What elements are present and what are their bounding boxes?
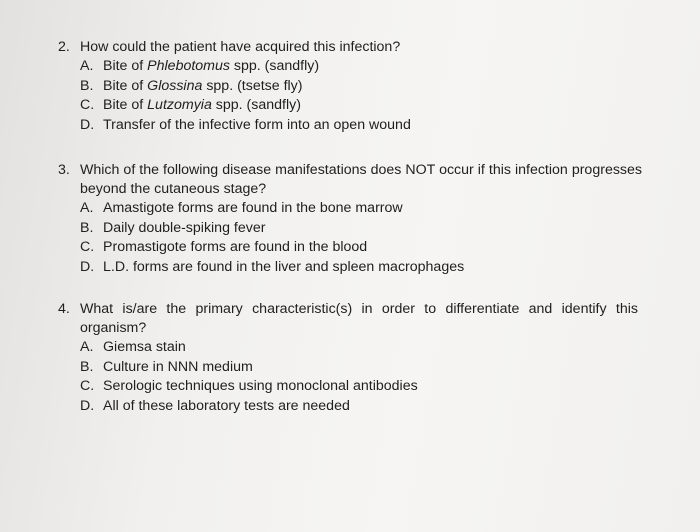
option-a[interactable]: [80, 338, 638, 358]
question-stem: [58, 161, 642, 199]
option-a[interactable]: [80, 199, 642, 219]
option-d[interactable]: [80, 397, 638, 417]
question-4: [58, 300, 638, 416]
option-letter: C.: [80, 97, 95, 113]
option-text: Serologic techniques using monoclonal antibodies: [103, 378, 418, 394]
option-b[interactable]: [80, 219, 642, 239]
question-3: [58, 161, 642, 277]
option-b[interactable]: [80, 358, 638, 378]
option-text: Bite of Lutzomyia spp. (sandfly): [103, 97, 301, 113]
option-text: Amastigote forms are found in the bone marrow: [103, 200, 403, 216]
option-text: Bite of Phlebotomus spp. (sandfly): [103, 58, 320, 74]
question-number: 3.: [58, 162, 70, 178]
option-text: Bite of Glossina spp. (tsetse fly): [103, 77, 303, 94]
question-stem: [58, 300, 638, 338]
option-text: All of these laboratory tests are needed: [103, 397, 350, 414]
option-letter: C.: [80, 239, 95, 255]
option-text: Promastigote forms are found in the blood: [103, 239, 368, 255]
option-letter: A.: [80, 58, 94, 74]
option-text: Culture in NNN medium: [103, 358, 253, 375]
option-a[interactable]: [80, 57, 658, 77]
option-letter: D.: [80, 258, 95, 275]
question-number: 2.: [58, 39, 70, 55]
option-text: Transfer of the infective form into an open wound: [103, 116, 411, 133]
option-b[interactable]: [80, 77, 658, 97]
question-number: 4.: [58, 301, 70, 317]
question-text: How could the patient have acquired this infection?: [80, 39, 401, 55]
option-d[interactable]: [80, 258, 642, 278]
option-list: [80, 338, 638, 416]
question-text: Which of the following disease manifestations does NOT occur if this infection progresses beyond the cutaneous stage?: [80, 162, 642, 197]
option-letter: D.: [80, 116, 95, 133]
option-letter: B.: [80, 219, 94, 236]
option-letter: A.: [80, 339, 94, 355]
option-letter: B.: [80, 77, 94, 94]
option-text: Daily double-spiking fever: [103, 219, 266, 236]
option-d[interactable]: [80, 116, 658, 136]
option-c[interactable]: [80, 96, 658, 116]
option-letter: D.: [80, 397, 95, 414]
option-c[interactable]: [80, 238, 642, 258]
question-text: What is/are the primary characteristic(s) in order to differentiate and identify this organism?: [80, 301, 638, 336]
option-list: [80, 57, 658, 135]
option-text: Giemsa stain: [103, 339, 186, 355]
option-letter: C.: [80, 378, 95, 394]
question-2: [58, 38, 658, 135]
question-stem: [58, 38, 658, 57]
option-c[interactable]: [80, 377, 638, 397]
option-text: L.D. forms are found in the liver and spleen macrophages: [103, 258, 465, 275]
option-list: [80, 199, 642, 277]
option-letter: A.: [80, 200, 94, 216]
option-letter: B.: [80, 358, 94, 375]
